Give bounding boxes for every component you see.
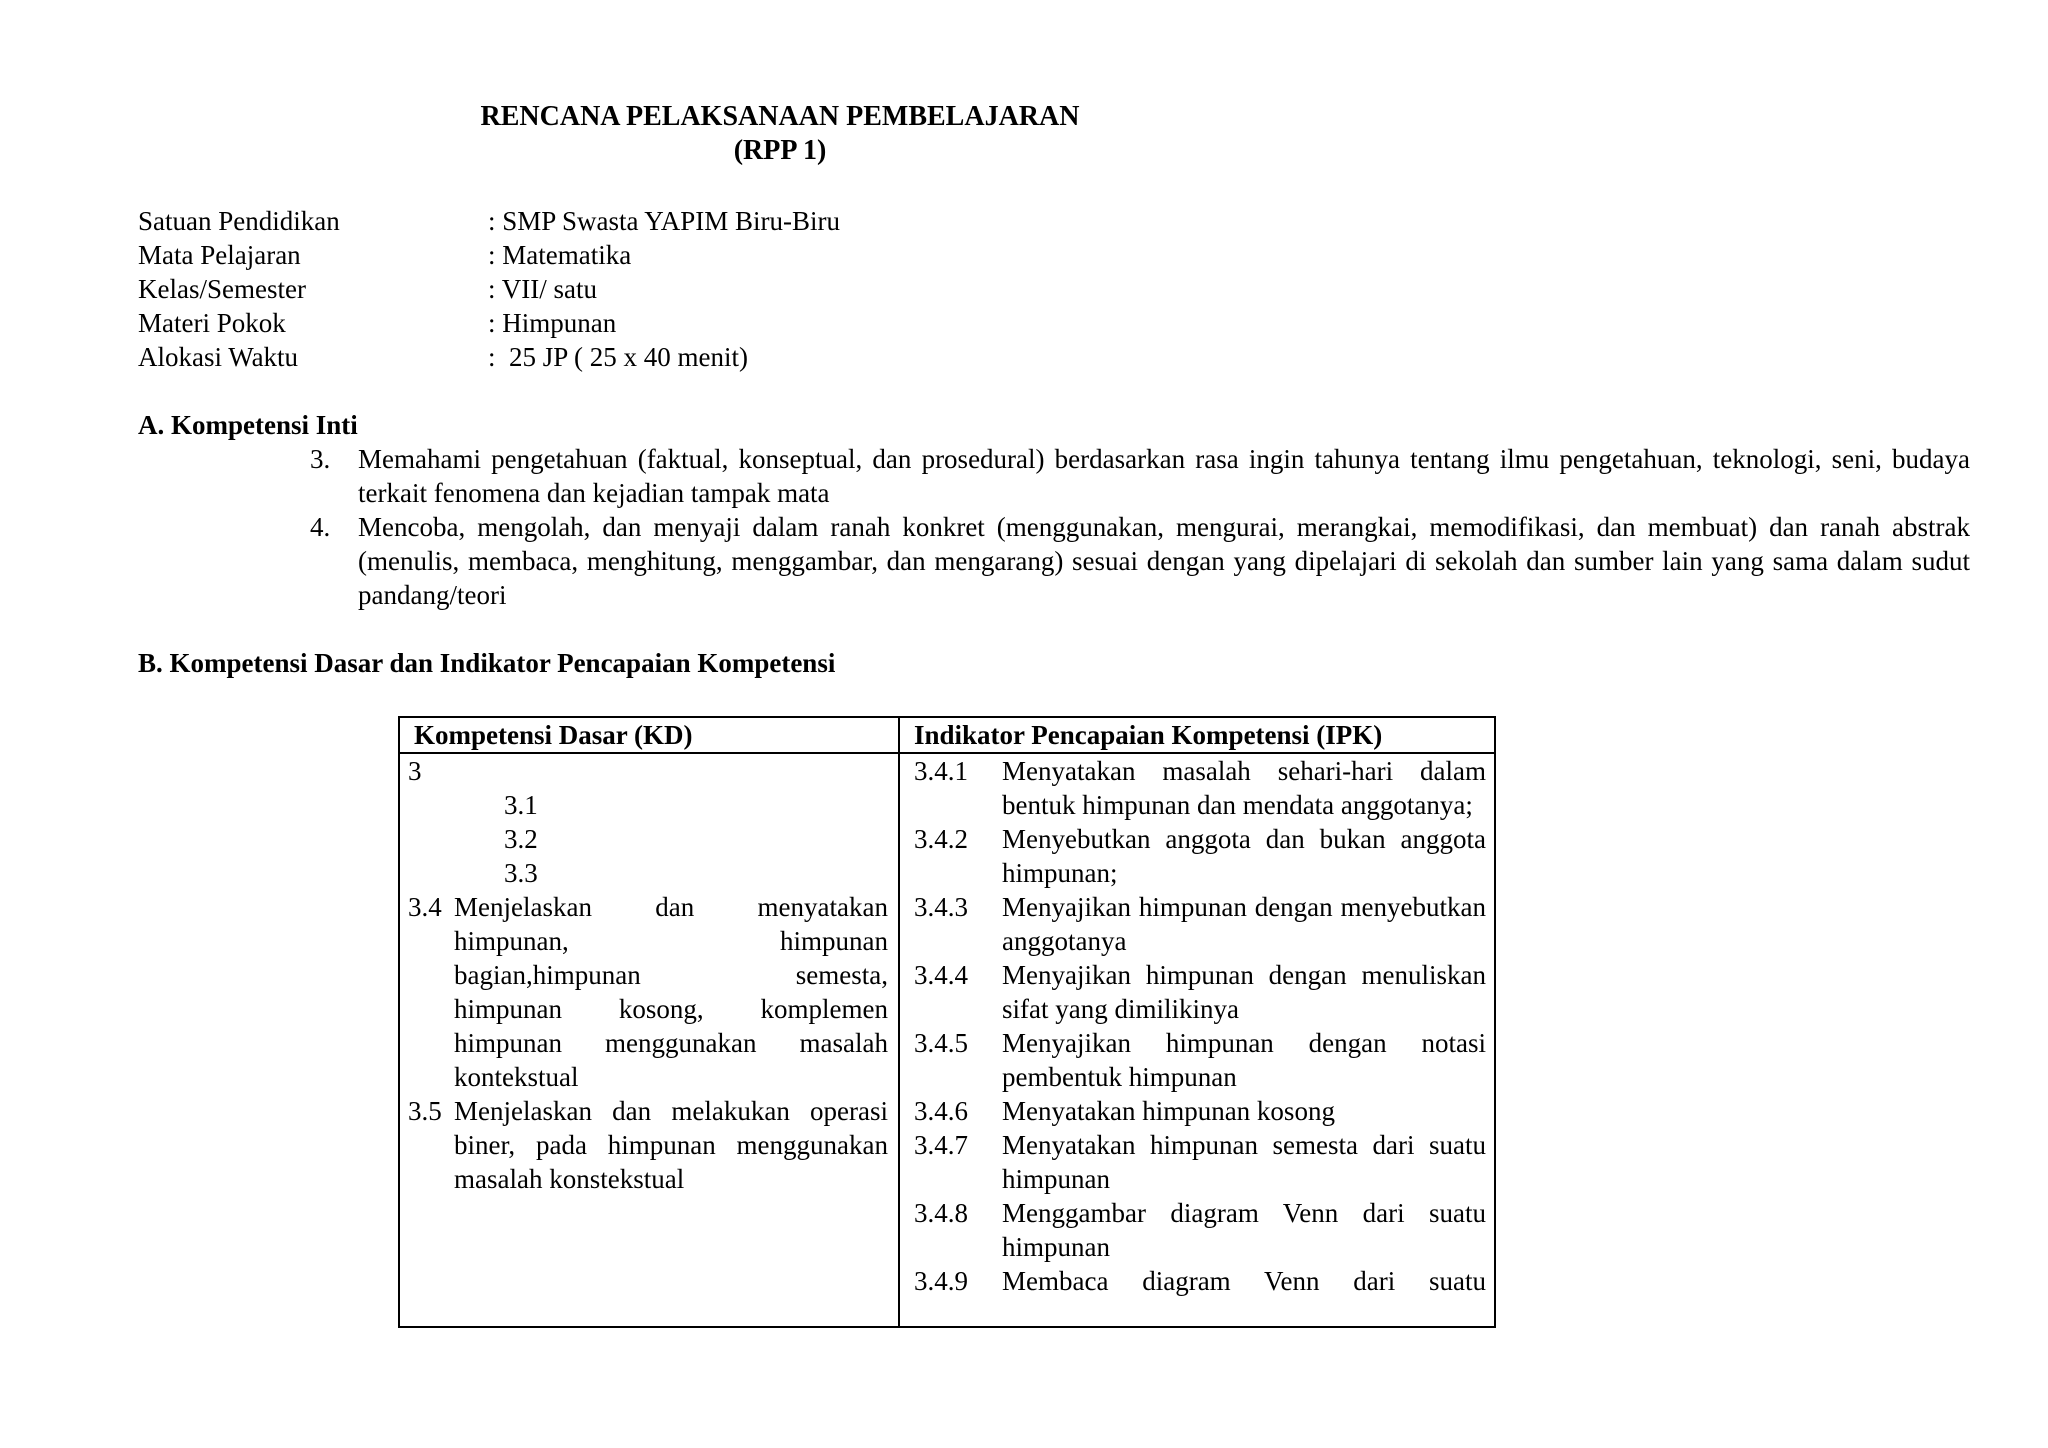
document-title: [0, 100, 1560, 168]
ipk-number: 3.4.2: [914, 824, 968, 854]
ipk-number: 3.4.5: [914, 1028, 968, 1058]
list-item: [310, 510, 1970, 612]
kompetensi-inti-list: [310, 442, 1970, 612]
ipk-item: [914, 958, 1486, 1026]
kd-item-number: 3.4: [408, 892, 442, 922]
ipk-item: [914, 890, 1486, 958]
ipk-number: 3.4.3: [914, 892, 968, 922]
ipk-number: 3.4.7: [914, 1130, 968, 1160]
identity-block: [138, 204, 840, 374]
ipk-number: 3.4.9: [914, 1266, 968, 1296]
ipk-text: Menyajikan himpunan dengan menyebutkan anggotanya: [1002, 892, 1486, 956]
ipk-number: 3.4.8: [914, 1198, 968, 1228]
ipk-item: [914, 1094, 1486, 1128]
ipk-item: [914, 1128, 1486, 1196]
list-item-number: 3.: [310, 444, 331, 474]
kd-item-line: himpunan, himpunan: [454, 926, 888, 956]
ipk-text: Membaca diagram Venn dari suatu: [1002, 1266, 1486, 1296]
document-title-line-2: (RPP 1): [733, 135, 827, 166]
identity-label: Mata Pelajaran: [138, 240, 301, 270]
kd-sub-number: 3.2: [504, 824, 538, 854]
kd-item: [408, 1094, 888, 1196]
table-header-row: [400, 718, 1494, 754]
identity-label: Kelas/Semester: [138, 274, 306, 304]
kd-item-number: 3.5: [408, 1096, 442, 1126]
ipk-number: 3.4.4: [914, 960, 968, 990]
ipk-item: [914, 754, 1486, 822]
identity-row: [138, 238, 840, 272]
column-divider: [898, 718, 900, 1326]
ipk-text: Menggambar diagram Venn dari suatu himpunan: [1002, 1198, 1486, 1262]
ipk-item: [914, 1264, 1486, 1298]
identity-value: : 25 JP ( 25 x 40 menit): [488, 342, 748, 372]
identity-value: : SMP Swasta YAPIM Biru-Biru: [488, 206, 841, 236]
ipk-number: 3.4.1: [914, 756, 968, 786]
kd-item-line: Menjelaskan dan menyatakan: [454, 892, 888, 922]
kd-item-text: [454, 1094, 888, 1196]
kd-cell: [408, 754, 888, 1196]
ipk-text: Menyatakan himpunan semesta dari suatu himpunan: [1002, 1130, 1486, 1194]
kd-item: [408, 890, 888, 1094]
kd-item-line: masalah konstekstual: [454, 1164, 685, 1194]
kd-item-line: bagian,himpunan semesta,: [454, 960, 888, 990]
kd-sub-number: 3.3: [504, 858, 538, 888]
ipk-text: Menyajikan himpunan dengan menuliskan sifat yang dimilikinya: [1002, 960, 1486, 1024]
kd-item-line: himpunan kosong, komplemen: [454, 994, 888, 1024]
ipk-item: [914, 1196, 1486, 1264]
identity-value: : VII/ satu: [488, 274, 597, 304]
list-item-number: 4.: [310, 512, 331, 542]
ipk-item: [914, 822, 1486, 890]
document-title-line-1: RENCANA PELAKSANAAN PEMBELAJARAN: [480, 101, 1080, 132]
ipk-text: Menyatakan himpunan kosong: [1002, 1096, 1335, 1126]
identity-row: [138, 340, 840, 374]
identity-row: [138, 204, 840, 238]
identity-label: Alokasi Waktu: [138, 342, 299, 372]
identity-value: : Himpunan: [488, 308, 617, 338]
identity-label: Materi Pokok: [138, 308, 286, 338]
kd-item-line: biner, pada himpunan menggunakan: [454, 1130, 888, 1160]
kd-top-number: 3: [408, 756, 422, 786]
kd-ipk-table: [398, 716, 1496, 1328]
identity-value: : Matematika: [488, 240, 632, 270]
kd-item-line: kontekstual: [454, 1062, 579, 1092]
list-item-text: Memahami pengetahuan (faktual, konseptual, dan prosedural) berdasarkan rasa ingin tahunya tentang ilmu pengetahuan, teknologi, seni, budaya terkait fenomena dan kejadian tampak mata: [358, 444, 1970, 508]
kd-sub-number: 3.1: [504, 790, 538, 820]
ipk-cell: [914, 754, 1486, 1298]
kd-item-line: himpunan menggunakan masalah: [454, 1028, 888, 1058]
list-item: [310, 442, 1970, 510]
identity-row: [138, 306, 840, 340]
ipk-text: Menyatakan masalah sehari-hari dalam bentuk himpunan dan mendata anggotanya;: [1002, 756, 1486, 820]
list-item-text: Mencoba, mengolah, dan menyaji dalam ranah konkret (menggunakan, mengurai, merangkai, memodifikasi, dan membuat) dan ranah abstrak (menulis, membaca, menghitung, menggambar, dan mengarang) sesuai dengan yang dipelajari di sekolah dan sumber lain yang sama dalam sudut pandang/teori: [358, 512, 1970, 610]
ipk-item: [914, 1026, 1486, 1094]
ipk-text: Menyebutkan anggota dan bukan anggota himpunan;: [1002, 824, 1486, 888]
section-b-heading: B. Kompetensi Dasar dan Indikator Pencapaian Kompetensi: [138, 648, 836, 678]
ipk-number: 3.4.6: [914, 1096, 968, 1126]
identity-row: [138, 272, 840, 306]
header-kd: Kompetensi Dasar (KD): [414, 720, 693, 750]
section-a-heading: A. Kompetensi Inti: [138, 410, 358, 440]
ipk-text: Menyajikan himpunan dengan notasi pembentuk himpunan: [1002, 1028, 1486, 1092]
header-ipk: Indikator Pencapaian Kompetensi (IPK): [914, 720, 1383, 750]
identity-label: Satuan Pendidikan: [138, 206, 340, 236]
kd-item-line: Menjelaskan dan melakukan operasi: [454, 1096, 888, 1126]
kd-item-text: [454, 890, 888, 1094]
